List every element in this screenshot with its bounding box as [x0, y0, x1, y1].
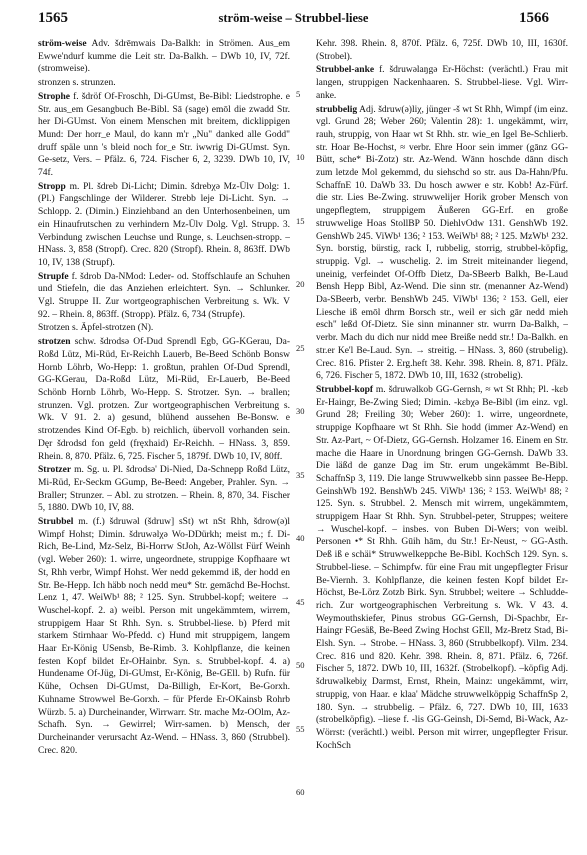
dictionary-entry — [38, 181, 290, 270]
page-number-right: 1566 — [518, 10, 549, 26]
entry-lemma: Strophe — [38, 91, 71, 102]
dictionary-entry — [38, 516, 290, 757]
dictionary-entry — [316, 384, 568, 752]
line-number: 10 — [296, 152, 305, 163]
entry-text: Adv. šdrēmwais Da-Balkh: in Strömen. Aus_em Ewwe'ndurf kumme die Leit str. Da-Balkh. – DWb 10, IV, 72f. (stromweise). — [38, 39, 290, 75]
line-number: 25 — [296, 342, 305, 353]
dictionary-entry — [316, 104, 568, 383]
entry-text: Adj. šdruw(ə)liχ, jünger -š wt St Rhh, Wimpf (im einz. vgl. Grund 28; Weber 260; Valentin 28): 1. ungekämmt, wirr, rauh, struppig, von Haar wt St Rhh. str. wie_en Igel Be-Schlierb. str. Hoar Be-Hochst, ≈ verbr. Ehre Hoor sein immer (gānz GG-Bütt, sche* Bi-Zotz) str. Az-Wend. Wānn hoschde dānn disch zum letzde Mol gekemmd, du siehschd so str. aus Da-Hahn/Pfu. SchaffnE 10. DaWb 33. Du hosch awwer e str. Kobb! Az-Fürf. die str. Lies Be-Zwing. struwwelijer Horik grober Mensch von ungepflegtem, struppigem Äußeren GG-Erf. en große struwwelige Hoas StollBP 50. DiehlvOdw 131. GenshWb 192. GenshWb 245. ViWb¹ 136; ² 153. WeiWb¹ 88; ² 125. MzWb¹ 232. Syn. borstig, bürstig, rack I, rubbelig, storrig, strubbel-köpfig, struppig. Vgl. → wuschelig. 2. im Streit miteinander liegend, uneinig, verfeindet Of-Offb Dietz, Da-SBeerb Balkh, Be-Laud Bensh Hepp Bibl, Az-Wend. Die sinn str. (menanner Az-Wend) Da-SBeerb, verbr. BenshWb 245. ViWb¹ 136; ² 153. Gell, eier Liesche iß emōl dhrm Borsch str., weil er sich gār nedd mieh esch" leßd Of-Dietz. Sie sinn minanner str. wurrn Da-Balkh, – verbr. Mach du dich nur nidd mee Breiße nedd str.! Da-Balkh. en str.er Ke'l Be-Laud. Syn. → streitig. – HNass. 3, 860 (strubelig). Crec. 816. Pfister 2. Erg.heft 38. Kehr. 398. Rhein. 8, 871. Pfälz. 6, 726. Fischer 5, 1872. DWb 10, III, 1632 (strobelig). — [316, 104, 568, 382]
left-column — [38, 38, 290, 846]
entry-lemma: Strupfe — [38, 271, 69, 282]
line-number: 5 — [296, 88, 301, 99]
line-number: 40 — [296, 533, 305, 544]
line-number: 55 — [296, 723, 305, 734]
line-number: 35 — [296, 469, 305, 480]
dictionary-entry — [38, 464, 290, 515]
right-column — [316, 38, 568, 846]
entry-text: Strotzen s. Äpfel-strotzen (N). — [38, 323, 154, 334]
entry-text: Kehr. 398. Rhein. 8, 870f. Pfälz. 6, 725f. DWb 10, III, 1630f. (Strobel). — [316, 39, 568, 62]
entry-lemma: Strotzer — [38, 465, 72, 476]
entry-text: stronzen s. strunzen. — [38, 78, 116, 89]
entry-lemma: strotzen — [38, 337, 71, 348]
entry-lemma: Strubbel — [38, 517, 74, 528]
line-number: 20 — [296, 279, 305, 290]
dictionary-entry — [316, 38, 568, 63]
dictionary-entry — [38, 77, 290, 90]
dictionary-entry — [316, 64, 568, 102]
entry-text: m. Pl. šdreb Di-Licht; Dimin. šdrebχə Mz-Ülv Dolg: 1. (Pl.) Fangschlinge der Wilderer. Strebb leje Di-Licht. Syn. → Schlopp. 2. (Dimin.) Einziehband an den Unterhosenbeinen, um ein Hinaufrutschen zu verhindern Mz-Ülv Dolg. Vgl. Strupp. 3. Verbindung zwischen Leuchse und Runge, s. Leuchsen-stropp. – HNass. 3, 858 (Stropf). Crec. 820 (Stropf). Rhein. 8, 863ff. DWb 10, IV, 138 (Strupf). — [38, 181, 290, 268]
entry-lemma: Strubbel-anke — [316, 65, 375, 76]
entry-text: m. Sg. u. Pl. šdrodsə' Di-Nied, Da-Schnepp Roßd Lütz, Mi-Rüd, Er-Seckm GGump, Be-Beed: Angeber, Prahler. Syn. → Braller; Strunzer. – Abl. zu strotzen. – Rhein. 8, 870, 34. Fischer 5, 1880. DWb 10, IV, 88. — [38, 465, 290, 514]
dictionary-entry — [38, 38, 290, 76]
line-numbers — [296, 38, 310, 846]
dictionary-entry — [38, 322, 290, 335]
entry-lemma: ström-weise — [38, 39, 87, 49]
running-head: ström-weise – Strubbel-liese — [218, 11, 369, 25]
entry-lemma: Strubbel-kopf — [316, 384, 374, 395]
entry-text: f. šdrob Da-NMod: Leder- od. Stoffschlaufe an Schuhen und Stiefeln, die das Anziehen erleichtert. Syn. → Schlunker. Vgl. Struppe II. Zur wortgeographischen Verbreitung s. Wk. V 92. – Rhein. 8, 863ff. (Stropp). Pfälz. 6, 734 (Strupfe). — [38, 271, 290, 320]
entry-text: f. šdruwəlaŋgə Er-Höchst: (verächtl.) Frau mit langen, struppigen Nackenhaaren. S. Strubbel-liese. Vgl. Wirr-anke. — [316, 65, 568, 101]
line-number: 50 — [296, 660, 305, 671]
dictionary-entry — [38, 271, 290, 322]
entry-lemma: Stropp — [38, 181, 66, 192]
line-number: 60 — [296, 787, 305, 798]
line-number: 30 — [296, 406, 305, 417]
line-number: 15 — [296, 215, 305, 226]
entry-text: m. šdruwəlkob GG-Gernsh, ≈ wt St Rhh; Pl. -kεb Er-Haingr, Be-Zwing Sied; Dimin. -kεbχə Be-Bibl (im einz. vgl. Grund 28; Freiling 30; Weber 260): 1. wirre, ungeordnete, struppige Kopfhaare wt St Rhh. Sie hodd (immer Az-Wend) en Str. Az-Part, ~ Of-Dietz, GG-Gernsh. Holzamer 16. Einem en Str. mache die Haare in Unordnung bringen GG-Gernsh. DaWb 33. Die läßd de ganze Dag im Str. erum ungekämmt Be-Bibl. SchaffnSp 3, 119. Die lange Struwwelkebb sinn passee Be-Hepp. GeinshWb 192. BenshWb 245. ViWb¹ 136; ² 153. WeiWb¹ 88; ² 125. Syn. s. Strubbel. 2. Mensch mit wirrem, ungekämmtem, struppigem Haar St Rhh. Syn. Strubbel-peter, Struppes; weitere → Wuschel-kopf. – insbes. von Buben Di-Wers; von weibl. Personen •* St Rhh. Gūih hām, du Str.! Er-Neust, ~ GG-Asth. Deß iß e schäi* Struwwelkeppche Be-Bibl. KochSch 129. Syn. s. Strubbel-liese. – Schimpfw. für eine Frau mit ungepflegter Frisur Be-Viernh. 3. Kohlpflanze, die keinen festen Kopf bildet Er-Höchst, Be-Lörz Zotzb Birk. Syn. Strubbel; weitere → Schludde-rich. Zur wortgeographischen Verbreitung s. Wk. V 43. 4. Weymouthskiefer, Pinus strobus GG-Gernsh, Di-Spachbr, Er-Haingr FGesäß, Be-Beed Zwing Hochst GEll, Mz-Bretz Stad, Bi-Elsh. Syn. → Strobe. – HNass. 3, 860 (Strubbelkopf). Vilm. 234. Crec. 816 und 820. Kehr. 398. Rhein. 8, 871. Pfälz. 6, 726f. Fischer 5, 1872. DWb 10, III, 1632f. (Strobelkopf). –köpfig Adj. šdruwəlkebiχ Darmst, Ernst, Rhein, Mainz: ungekämmt, wirr, struppig, von Haar. e klaa' Mädche struwwelköppig SchaffnSp 2, 180. Syn. → strubbelig. – Pfälz. 6, 727. DWb 10, III, 1633 (strobelköpfig). –liese f. -lis GG-Geinsh, Di-Semd, Bi-Wack, Az-Wörrst: (verächtl.) weibl. Person mit wirrer, ungepflegter Frisur. KochSch — [316, 384, 568, 751]
entry-text: schw. šdrodsə Of-Dud Sprendl Egb, GG-KGerau, Da-Roßd Lütz, Mi-Rüd, Er-Reichh Lauerb, Be-Beed Schönb Bonsw Hornb Löhrb, Wo-Hepp: 1. großtun, prahlen Of-Dud Sprendl, GG-KGerau, Da-Roßd Lütz, Mi-Rüd, Er-Lauerb, Be-Beed Schönb Hornb Löhrb, Wo-Hepp. S. Strotzer. Syn. → brallen; strunzen. Vgl. protzen. Zur wortgeographischen Verbreitung s. Wk. V 91. 2. a) gesund, blühend aussehen Be-Bonsw. e strotzendes Kind Of-Egb. b) reichlich, übervoll vorhanden sein. Dęr šdrodsd fon geld (fręxhaid) Er-Reichh. – HNass. 3, 859. Rhein. 8, 870. Pfälz. 6, 725. Fischer 5, 1879f. DWb 10, IV, 80ff. — [38, 337, 290, 462]
dictionary-entry — [38, 336, 290, 463]
page-number-left: 1565 — [38, 10, 68, 26]
dictionary-entry — [38, 91, 290, 180]
entry-lemma: strubbelig — [316, 104, 358, 115]
page-header — [38, 10, 549, 32]
entry-text: m. (f.) šdruwəl (šdruw] sSt) wt nSt Rhh, šdrow(ə)l Wimpf Hohst; Dimin. šdruwəlχə Wo-DDürkh; meist m.; f. Di-Rich, Be-Lind, Mz-Selz, Bi-Horrw StJoh, Az-Wöllst Fürf Weinh (vgl. Weber 260): 1. wirre, ungeordnete, struppige Kopfhaare wt St, Rhh verbr, Wimpf Hohst. Wer nedd gekemmd iß, der hodd en Str. Be-Hepp. Ich häbb noch nedd meu* Str. gemāchd Be-Hochst. Lenz 1, 47. WeiWb¹ 88; ² 125. Syn. Strubbel-kopf; weitere → Wuschel-kopf. 2. a) weibl. Person mit ungekämmtem, wirrem, struppigem Haar St Rhh. Syn. s. Strubbel-liese. b) Pferd mit starkem Stirnhaar Wo-Pfedd. c) Hund mit struppigem, langem Haar Er-König USensb, Be-Rimb. 3. Kohlpflanze, die keinen festen Kopf bildet Er-OHainbr. Syn. s. Strubbel-kopf. 4. a) Hundename Of-Jüg, Di-GUmst, Er-König, Be-GEll. b) Rufn. für Kühe, Ochsen Di-GUmst, Da-Billigh, Er-Kort, Be-Gorxh. Kuhname Strowwel Be-Gorxh. – für Pferde Er-OKainsb Rohrb Würzb. 5. a) Durcheinander, Wirrwarr. Str. mache Mz-OOlm, Az-Schafh. Syn. → Gewirrel; Wirr-samen. b) Mensch, der Durcheinander verursacht Az-Wend. – HNass. 3, 860 (Strubbel). Crec. 820. — [38, 517, 290, 756]
entry-text: f. šdröf Of-Froschh, Di-GUmst, Be-Bibl: Liedstrophe. e Str. aus_em Gesangbuch Be-Bibl. Sā (sage) emōl die zwadd Str. her Di-GUmst. Von einem Menschen mit breitem, dicklippigen Mund: Der horr_e Maul, do kann m'r „Nu" danked alle Godd" druff späle unn 's bleid noch for_e Str. iwwrig Di-GUmst. Syn. Ge-setz, Vers. – Pfälz. 6, 724. Fischer 6, 2, 3239. DWb 10, IV, 74f. — [38, 91, 290, 179]
line-number: 45 — [296, 596, 305, 607]
